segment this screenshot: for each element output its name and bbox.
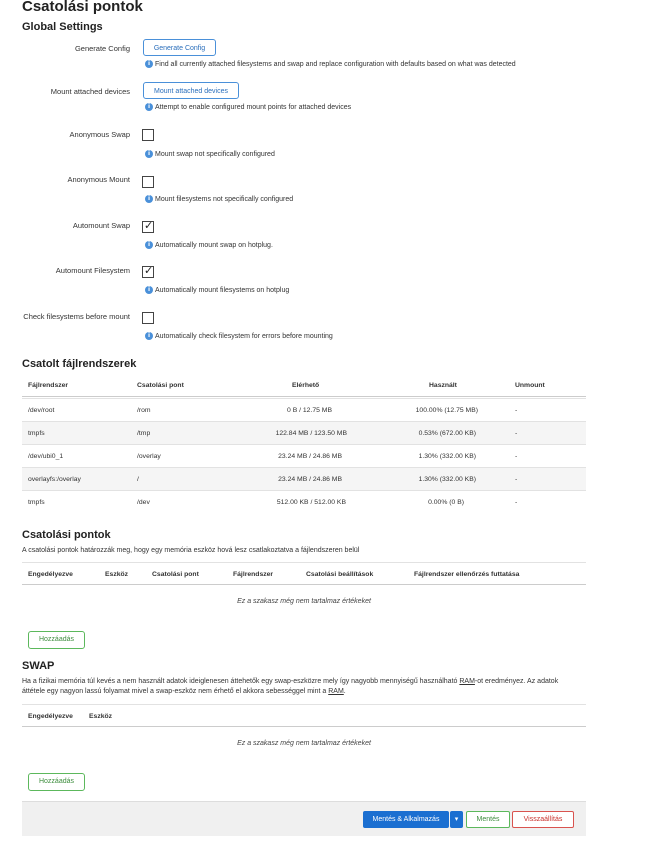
swap-table — [22, 704, 586, 728]
mount-points-description: A csatolási pontok határozzák meg, hogy egy memória eszköz hová lesz csatlakoztatva a fájlendszeren belül — [22, 547, 360, 554]
mount-points-empty-message: Ez a szakasz még nem tartalmaz értékeket — [237, 598, 371, 605]
anonymous-mount-help — [145, 195, 293, 203]
info-icon: i — [145, 60, 153, 68]
table-header-row — [22, 374, 586, 397]
col-mountpoint: Csatolási pont — [152, 571, 199, 578]
filesystem-cell: tmpfs — [28, 430, 45, 437]
table-row — [22, 421, 586, 444]
mountpoint-cell: /dev — [137, 499, 150, 506]
anonymous-mount-help-text: Mount filesystems not specifically configured — [155, 195, 294, 203]
info-icon: i — [145, 195, 153, 203]
col-device: Eszköz — [105, 571, 129, 578]
mount-attached-label: Mount attached devices — [50, 87, 130, 96]
mounted-filesystems-table — [22, 374, 586, 514]
unmount-cell: - — [515, 453, 518, 460]
available-cell: 0 B / 12.75 MB — [287, 407, 332, 414]
mountpoint-cell: /rom — [137, 407, 151, 414]
anonymous-mount-checkbox[interactable] — [142, 176, 154, 188]
page-title: Csatolási pontok — [22, 0, 143, 15]
unmount-cell: - — [515, 499, 518, 506]
generate-config-label: Generate Config — [74, 44, 130, 53]
mount-attached-button[interactable]: Mount attached devices — [143, 82, 239, 99]
swap-desc-part-1: Ha a fizikai memória túl kevés a nem használt adatok ideiglenesen áttehetők egy swap-eszközre mely így nagyobb mennyiségű használható — [22, 678, 460, 685]
col-mountpoint: Csatolási pont — [137, 382, 184, 389]
table-row — [22, 398, 586, 421]
mounted-filesystems-heading: Csatolt fájlrendszerek — [22, 358, 137, 370]
available-cell: 122.84 MB / 123.50 MB — [275, 430, 347, 437]
table-row — [22, 490, 586, 513]
anonymous-mount-label: Anonymous Mount — [67, 175, 130, 184]
swap-heading: SWAP — [22, 660, 55, 672]
info-icon: i — [145, 103, 153, 111]
automount-swap-help — [145, 241, 273, 249]
filesystem-cell: tmpfs — [28, 499, 45, 506]
info-icon: i — [145, 150, 153, 158]
check-filesystems-help-text: Automatically check filesystem for errors before mounting — [155, 332, 333, 340]
check-filesystems-checkbox[interactable] — [142, 312, 154, 324]
filesystem-cell: /dev/ubi0_1 — [28, 453, 64, 460]
automount-filesystem-checkbox[interactable] — [142, 266, 154, 278]
mount-points-table — [22, 562, 586, 586]
unmount-cell: - — [515, 476, 518, 483]
col-fs-check: Fájlrendszer ellenőrzés futtatása — [414, 571, 520, 578]
generate-config-help — [145, 60, 516, 68]
anonymous-swap-checkbox[interactable] — [142, 129, 154, 141]
save-apply-dropdown-icon[interactable]: ▾ — [450, 811, 463, 828]
col-available: Elérhető — [292, 382, 320, 389]
used-cell: 0.53% (672.00 KB) — [418, 430, 476, 437]
add-swap-button[interactable]: Hozzáadás — [28, 773, 85, 791]
used-cell: 100.00% (12.75 MB) — [415, 407, 478, 414]
reset-button[interactable]: Visszaállítás — [512, 811, 574, 828]
generate-config-button[interactable]: Generate Config — [143, 39, 216, 56]
table-header-row — [22, 562, 586, 585]
checkmark-icon: ✓ — [144, 219, 154, 232]
automount-filesystem-help-text: Automatically mount filesystems on hotplug — [155, 286, 290, 294]
swap-description — [22, 677, 582, 697]
anonymous-swap-label: Anonymous Swap — [69, 130, 130, 139]
automount-swap-help-text: Automatically mount swap on hotplug. — [155, 241, 273, 249]
mount-attached-help — [145, 103, 351, 111]
info-icon: i — [145, 286, 153, 294]
filesystem-cell: /dev/root — [28, 407, 55, 414]
table-row — [22, 467, 586, 490]
mount-attached-help-text: Attempt to enable configured mount points for attached devices — [155, 103, 352, 111]
col-used: Használt — [429, 382, 457, 389]
available-cell: 23.24 MB / 24.86 MB — [278, 476, 342, 483]
automount-swap-checkbox[interactable] — [142, 221, 154, 233]
col-device: Eszköz — [89, 713, 113, 720]
automount-filesystem-label: Automount Filesystem — [55, 266, 130, 275]
automount-swap-label: Automount Swap — [72, 221, 130, 230]
save-apply-button[interactable]: Mentés & Alkalmazás — [363, 811, 449, 828]
used-cell: 0.00% (0 B) — [428, 499, 464, 506]
mountpoint-cell: /overlay — [137, 453, 161, 460]
table-row — [22, 444, 586, 467]
col-mount-options: Csatolási beállítások — [306, 571, 374, 578]
col-enabled: Engedélyezve — [28, 571, 73, 578]
info-icon: i — [145, 241, 153, 249]
col-enabled: Engedélyezve — [28, 713, 73, 720]
mountpoint-cell: / — [137, 476, 139, 483]
generate-config-help-text: Find all currently attached filesystems and swap and replace configuration with defaults based on what was detected — [155, 60, 516, 68]
available-cell: 23.24 MB / 24.86 MB — [278, 453, 342, 460]
swap-empty-message: Ez a szakasz még nem tartalmaz értékeket — [237, 740, 371, 747]
mountpoint-cell: /tmp — [137, 430, 151, 437]
unmount-cell: - — [515, 407, 518, 414]
action-bar — [22, 801, 586, 836]
table-header-row — [22, 704, 586, 727]
swap-desc-part-3: . — [343, 688, 346, 695]
anonymous-swap-help — [145, 150, 275, 158]
used-cell: 1.30% (332.00 KB) — [418, 453, 476, 460]
mount-points-heading: Csatolási pontok — [22, 529, 111, 541]
used-cell: 1.30% (332.00 KB) — [418, 476, 476, 483]
info-icon: i — [145, 332, 153, 340]
available-cell: 512.00 KB / 512.00 KB — [276, 499, 346, 506]
check-filesystems-help — [145, 332, 333, 340]
anonymous-swap-help-text: Mount swap not specifically configured — [155, 150, 275, 158]
unmount-cell: - — [515, 430, 518, 437]
swap-desc-part-2: -ot eredményez. Az adatok áttétele egy nagyon lassú folyamat mivel a swap-eszköz nem érhető el akkora sebességgel mint a — [22, 678, 559, 695]
filesystem-cell: overlayfs:/overlay — [28, 476, 81, 483]
add-mount-point-button[interactable]: Hozzáadás — [28, 631, 85, 649]
automount-filesystem-help — [145, 286, 289, 294]
col-filesystem: Fájlrendszer — [233, 571, 274, 578]
check-filesystems-label: Check filesystems before mount — [23, 312, 130, 321]
col-unmount: Unmount — [515, 382, 545, 389]
global-settings-heading: Global Settings — [22, 21, 103, 33]
save-button[interactable]: Mentés — [466, 811, 510, 828]
ram-abbr: RAM — [328, 688, 344, 695]
ram-abbr: RAM — [459, 678, 475, 685]
checkmark-icon: ✓ — [144, 264, 154, 277]
col-filesystem: Fájlrendszer — [28, 382, 69, 389]
